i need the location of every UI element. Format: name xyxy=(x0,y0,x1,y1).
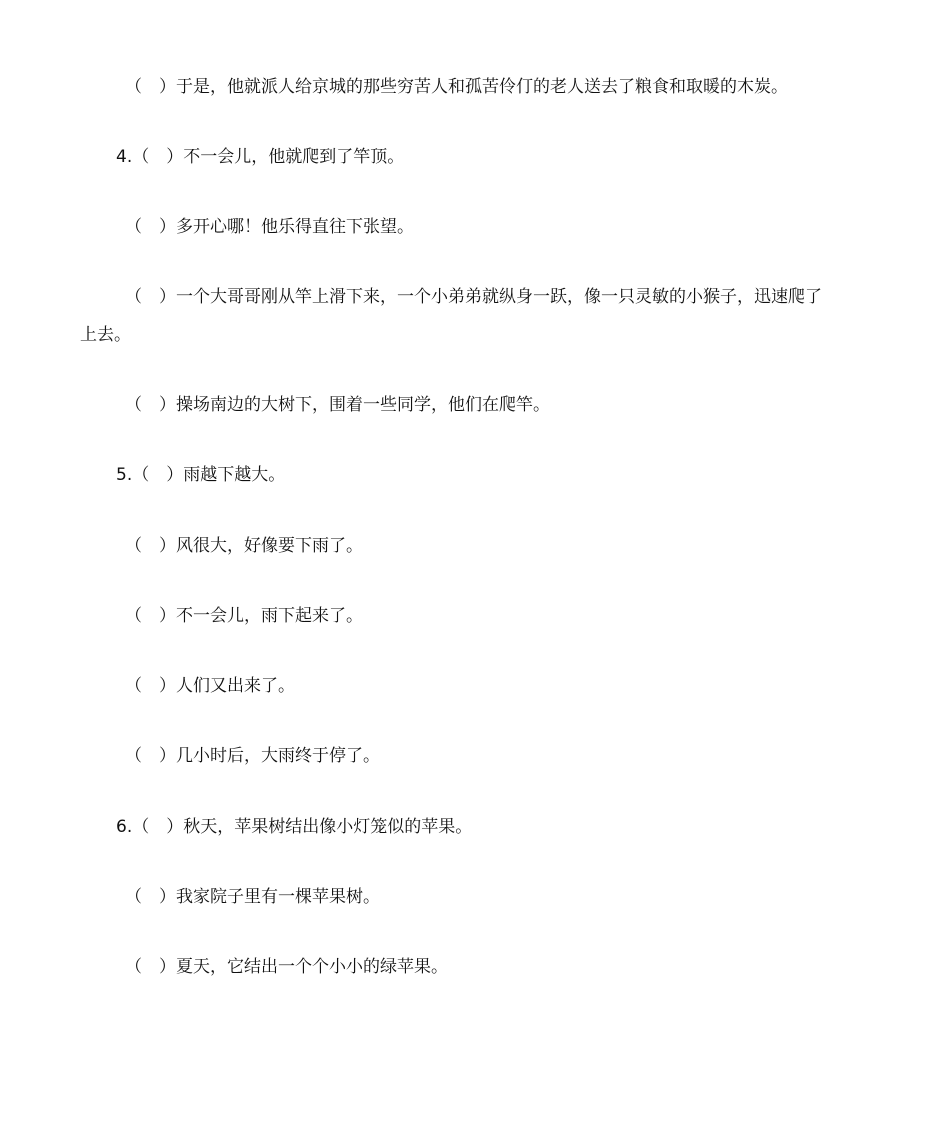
question-4-first-line: 4.（ ）不一会儿，他就爬到了竿顶。 xyxy=(116,147,405,167)
option-line: （ ）夏天，它结出一个个小小的绿苹果。 xyxy=(125,957,448,977)
option-line: （ ）多开心哪！他乐得直往下张望。 xyxy=(125,217,414,237)
option-line: （ ）我家院子里有一棵苹果树。 xyxy=(125,887,380,907)
option-line: （ ）一个大哥哥刚从竿上滑下来，一个小弟弟就纵身一跃，像一只灵敏的小猴子，迅速爬了 xyxy=(125,287,822,307)
option-line: （ ）操场南边的大树下，围着一些同学，他们在爬竿。 xyxy=(125,395,550,415)
option-line-continued: 上去。 xyxy=(80,325,131,345)
question-6-first-line: 6.（ ）秋天，苹果树结出像小灯笼似的苹果。 xyxy=(116,817,473,837)
option-line: （ ）于是，他就派人给京城的那些穷苦人和孤苦伶仃的老人送去了粮食和取暖的木炭。 xyxy=(125,77,788,97)
option-line: （ ）风很大，好像要下雨了。 xyxy=(125,536,363,556)
option-line: （ ）不一会儿，雨下起来了。 xyxy=(125,606,363,626)
question-5-first-line: 5.（ ）雨越下越大。 xyxy=(116,465,286,485)
option-line: （ ）几小时后，大雨终于停了。 xyxy=(125,746,380,766)
option-line: （ ）人们又出来了。 xyxy=(125,676,295,696)
